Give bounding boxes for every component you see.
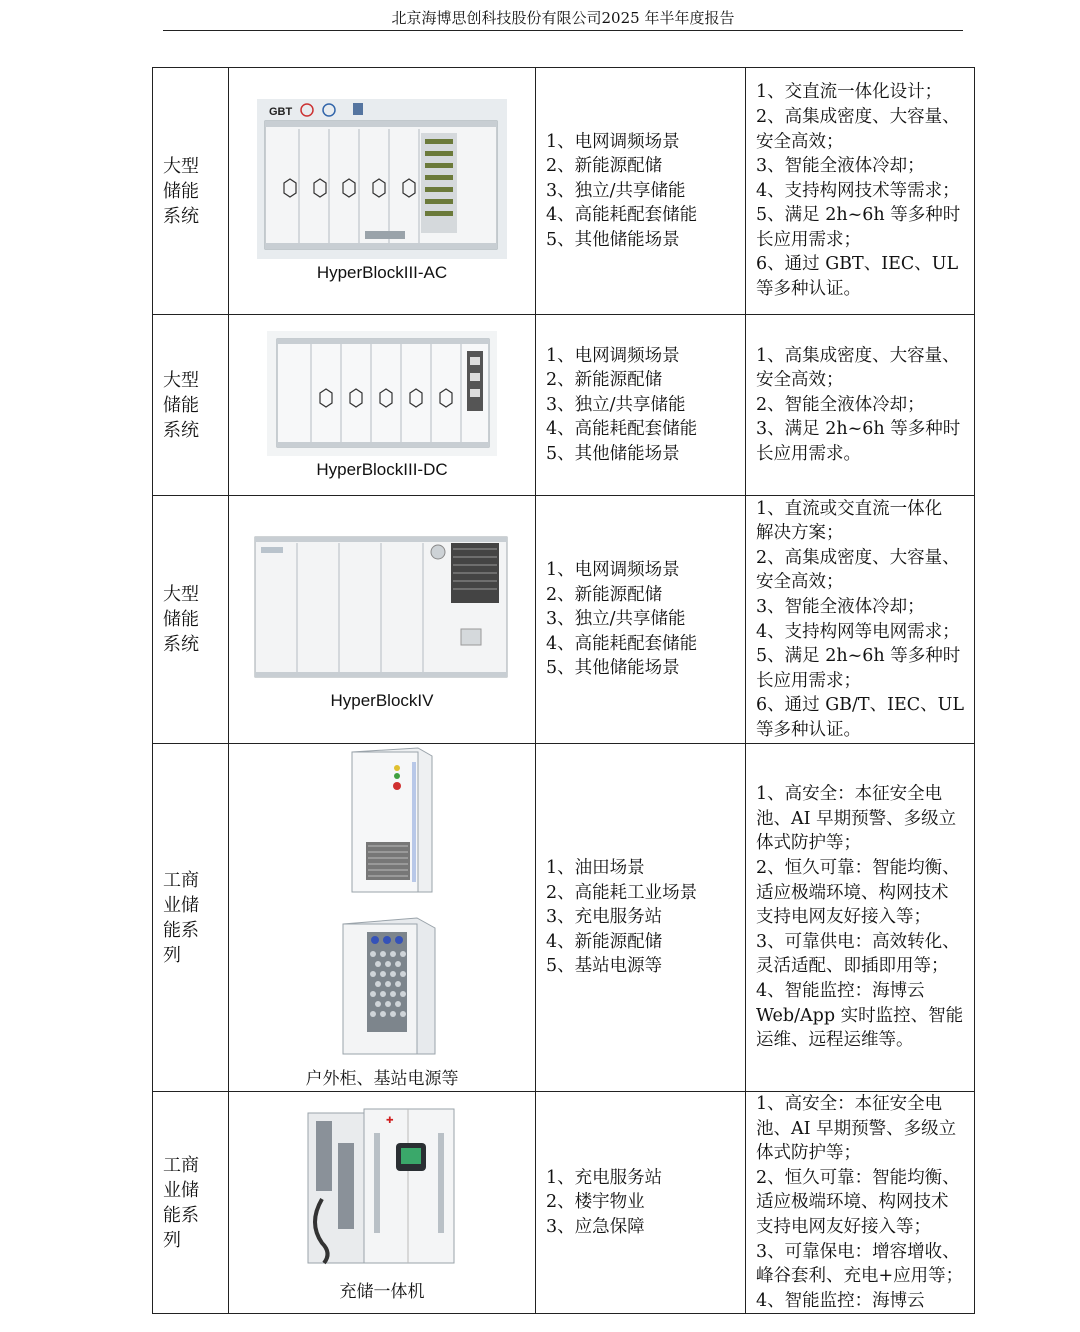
feature-line: 池、AI 早期预警、多级立 xyxy=(756,1118,957,1139)
scenario-item: 5、其他储能场景 xyxy=(546,443,680,464)
feature-line: 2、智能全液体冷却； xyxy=(756,394,925,415)
product-image-cell xyxy=(229,315,536,496)
feature-line: 5、满足 2h~6h 等多种时 xyxy=(756,205,961,226)
scenario-item: 3、独立/共享储能 xyxy=(546,180,686,201)
charging-storage-unit-image xyxy=(302,1103,462,1273)
scenario-cell xyxy=(536,68,746,315)
feature-line: 2、恒久可靠：智能均衡、 xyxy=(756,1167,960,1188)
product-image-cell xyxy=(229,68,536,315)
feature-line: 1、高集成密度、大容量、 xyxy=(756,345,960,366)
feature-line: 体式防护等； xyxy=(756,1143,861,1164)
scenario-item: 5、基站电源等 xyxy=(546,956,663,977)
table-row xyxy=(153,1092,975,1314)
category-line: 业储 xyxy=(163,894,199,916)
category-cell xyxy=(153,744,229,1092)
feature-line: 1、直流或交直流一体化 xyxy=(756,498,943,519)
scenario-item: 3、应急保障 xyxy=(546,1216,645,1237)
category-line: 工商 xyxy=(163,1154,199,1176)
product-name: HyperBlockIII-DC xyxy=(316,459,448,479)
category-line: 系统 xyxy=(163,419,199,441)
product-name: HyperBlockIV xyxy=(330,690,434,710)
page-header: 北京海博思创科技股份有限公司2025 年半年度报告 xyxy=(163,6,963,31)
feature-line: 安全高效； xyxy=(756,131,844,152)
feature-line: 灵活适配、即插即用等； xyxy=(756,956,949,977)
gbt-logo: GBT xyxy=(269,106,293,118)
container-iv-image xyxy=(251,529,513,687)
feature-line: 4、智能监控：海博云 xyxy=(756,980,925,1001)
feature-line: 3、可靠供电：高效转化、 xyxy=(756,931,960,952)
container-ac-image xyxy=(257,99,507,259)
feature-line: 池、AI 早期预警、多级立 xyxy=(756,808,957,829)
feature-line: 2、高集成密度、大容量、 xyxy=(756,106,960,127)
product-table xyxy=(152,67,975,1314)
feature-line: 5、满足 2h~6h 等多种时 xyxy=(756,646,961,667)
category-line: 储能 xyxy=(163,394,199,416)
category-line: 系统 xyxy=(163,634,199,655)
table-row xyxy=(153,496,975,744)
feature-line: 6、通过 GBT、IEC、UL xyxy=(756,254,959,275)
scenario-cell xyxy=(536,744,746,1092)
scenario-item: 4、新能源配储 xyxy=(546,931,663,952)
container-dc-image xyxy=(267,331,497,456)
feature-cell xyxy=(746,744,975,1092)
feature-line: 安全高效； xyxy=(756,370,844,391)
scenario-item: 5、其他储能场景 xyxy=(546,229,680,250)
feature-line: 长应用需求； xyxy=(756,670,861,691)
product-image-cell xyxy=(229,496,536,744)
scenario-item: 1、电网调频场景 xyxy=(546,560,680,581)
feature-line: 1、交直流一体化设计； xyxy=(756,82,943,103)
category-line: 工商 xyxy=(163,869,199,891)
feature-cell xyxy=(746,496,975,744)
feature-line: 等多种认证。 xyxy=(756,719,861,740)
scenario-item: 3、独立/共享储能 xyxy=(546,609,686,630)
scenario-item: 1、充电服务站 xyxy=(546,1167,663,1188)
feature-line: 4、支持构网技术等需求； xyxy=(756,180,960,201)
scenario-item: 1、油田场景 xyxy=(546,858,645,879)
feature-line: 1、高安全：本征安全电 xyxy=(756,1094,943,1114)
feature-line: 2、高集成密度、大容量、 xyxy=(756,547,960,568)
feature-line: Web/App 实时监控、智能 xyxy=(756,1005,964,1026)
feature-line: 运维、远程运维等。 xyxy=(756,1030,914,1051)
category-line: 能系 xyxy=(163,1204,199,1226)
feature-line: 6、通过 GB/T、IEC、UL xyxy=(756,695,965,716)
table-row xyxy=(153,744,975,1092)
svg-text:✚: ✚ xyxy=(386,1115,394,1126)
scenario-item: 5、其他储能场景 xyxy=(546,658,680,679)
feature-cell xyxy=(746,1092,975,1314)
scenario-item: 2、新能源配储 xyxy=(546,370,663,391)
feature-line: 峰谷套利、充电+应用等； xyxy=(756,1266,964,1287)
scenario-item: 2、新能源配储 xyxy=(546,584,663,605)
product-image-cell xyxy=(229,1092,536,1314)
category-cell xyxy=(153,1092,229,1314)
feature-line: 解决方案； xyxy=(756,523,844,544)
feature-line: 支持电网友好接入等； xyxy=(756,1216,931,1237)
table-row xyxy=(153,315,975,496)
scenario-cell xyxy=(536,496,746,744)
feature-line: 1、高安全：本征安全电 xyxy=(756,784,943,805)
cert-logo-icon xyxy=(353,103,363,115)
category-line: 业储 xyxy=(163,1179,199,1201)
category-cell xyxy=(153,68,229,315)
category-line: 系统 xyxy=(163,205,199,227)
category-cell xyxy=(153,315,229,496)
feature-line: 长应用需求； xyxy=(756,229,861,250)
table-row xyxy=(153,68,975,315)
scenario-item: 3、独立/共享储能 xyxy=(546,394,686,415)
product-image-cell xyxy=(229,744,536,1092)
category-line: 储能 xyxy=(163,609,199,630)
feature-line: 适应极端环境、构网技术 xyxy=(756,882,949,903)
category-cell xyxy=(153,496,229,744)
feature-line: 4、支持构网等电网需求； xyxy=(756,621,960,642)
feature-line: 长应用需求。 xyxy=(756,443,861,464)
feature-line: 3、智能全液体冷却； xyxy=(756,596,925,617)
feature-cell xyxy=(746,68,975,315)
product-name: 户外柜、基站电源等 xyxy=(305,1069,459,1089)
category-line: 大型 xyxy=(163,369,199,391)
category-line: 大型 xyxy=(163,584,199,605)
feature-line: 安全高效； xyxy=(756,572,844,593)
feature-line: 3、智能全液体冷却； xyxy=(756,156,925,177)
scenario-item: 2、高能耗工业场景 xyxy=(546,882,698,903)
scenario-cell xyxy=(536,315,746,496)
product-name: HyperBlockIII-AC xyxy=(316,263,448,282)
scenario-item: 2、楼宇物业 xyxy=(546,1192,645,1213)
base-station-cabinet-image xyxy=(317,910,447,1060)
feature-line: 等多种认证。 xyxy=(756,279,861,300)
feature-line: 3、可靠保电：增容增收、 xyxy=(756,1241,960,1262)
feature-line: 2、恒久可靠：智能均衡、 xyxy=(756,858,960,879)
scenario-cell xyxy=(536,1092,746,1314)
category-line: 储能 xyxy=(163,180,199,202)
scenario-item: 3、充电服务站 xyxy=(546,907,663,928)
outdoor-cabinet-image xyxy=(322,746,442,896)
category-line: 列 xyxy=(163,944,181,966)
scenario-item: 2、新能源配储 xyxy=(546,156,663,177)
category-line: 能系 xyxy=(163,919,199,941)
scenario-item: 4、高能耗配套储能 xyxy=(546,633,698,654)
scenario-item: 1、电网调频场景 xyxy=(546,345,680,366)
feature-line: 适应极端环境、构网技术 xyxy=(756,1192,949,1213)
feature-cell xyxy=(746,315,975,496)
product-name: 充储一体机 xyxy=(339,1282,425,1303)
feature-line: 体式防护等； xyxy=(756,833,861,854)
category-line: 列 xyxy=(163,1229,181,1251)
feature-line: 支持电网友好接入等； xyxy=(756,907,931,928)
scenario-item: 4、高能耗配套储能 xyxy=(546,419,698,440)
feature-line: 3、满足 2h~6h 等多种时 xyxy=(756,419,961,440)
scenario-item: 1、电网调频场景 xyxy=(546,131,680,152)
feature-line: 4、智能监控：海博云 xyxy=(756,1290,925,1311)
category-line: 大型 xyxy=(163,155,199,177)
scenario-item: 4、高能耗配套储能 xyxy=(546,205,698,226)
